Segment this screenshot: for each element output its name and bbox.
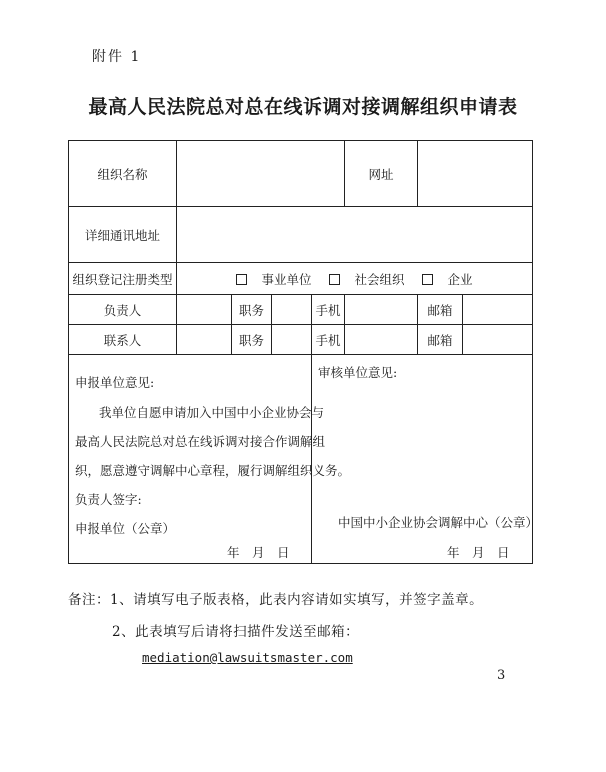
contact-name-field[interactable] <box>177 325 232 355</box>
leader-email-field[interactable] <box>463 295 533 325</box>
reg-type-label: 组织登记注册类型 <box>69 263 177 295</box>
reg-type-options <box>177 263 533 295</box>
applicant-seal-label: 申报单位（公章） <box>75 521 176 536</box>
checkbox-icon[interactable] <box>422 274 433 285</box>
leader-email-label: 邮箱 <box>418 295 463 325</box>
address-field[interactable] <box>177 207 533 263</box>
option-public-institution[interactable]: 事业单位 <box>236 272 311 287</box>
annex-label: 附件 1 <box>92 49 142 65</box>
leader-position-label: 职务 <box>232 295 272 325</box>
leader-phone-field[interactable] <box>345 295 418 325</box>
applicant-statement-line-3: 织，愿意遵守调解中心章程，履行调解组织义务。 <box>75 463 351 478</box>
page-number: 3 <box>497 668 506 683</box>
leader-signature-label: 负责人签字: <box>75 492 142 507</box>
application-form-table <box>68 140 539 564</box>
address-label: 详细通讯地址 <box>69 207 177 263</box>
applicant-statement-line-1: 我单位自愿申请加入中国中小企业协会与 <box>99 405 325 420</box>
submission-email-link[interactable]: mediation@lawsuitsmaster.com <box>142 650 353 665</box>
contact-position-label: 职务 <box>232 325 272 355</box>
review-date: 年 月 日 <box>447 545 510 560</box>
contact-position-field[interactable] <box>272 325 312 355</box>
applicant-statement-line-2: 最高人民法院总对总在线诉调对接合作调解组 <box>75 434 326 449</box>
form-title: 最高人民法院总对总在线诉调对接调解组织申请表 <box>88 96 518 118</box>
checkbox-icon[interactable] <box>236 274 247 285</box>
review-opinion-cell[interactable] <box>312 355 539 564</box>
leader-label: 负责人 <box>69 295 177 325</box>
website-field[interactable] <box>418 141 533 207</box>
contact-email-field[interactable] <box>463 325 533 355</box>
note-2: 2、此表填写后请将扫描件发送至邮箱： <box>112 624 360 640</box>
contact-label: 联系人 <box>69 325 177 355</box>
leader-name-field[interactable] <box>177 295 232 325</box>
review-opinion-heading: 审核单位意见: <box>318 365 398 380</box>
org-name-label: 组织名称 <box>69 141 177 207</box>
option-social-org[interactable]: 社会组织 <box>329 272 404 287</box>
applicant-opinion-heading: 申报单位意见: <box>75 375 155 390</box>
applicant-date: 年 月 日 <box>227 545 290 560</box>
leader-position-field[interactable] <box>272 295 312 325</box>
applicant-opinion-cell[interactable] <box>69 355 351 564</box>
checkbox-icon[interactable] <box>329 274 340 285</box>
contact-phone-field[interactable] <box>345 325 418 355</box>
website-label: 网址 <box>345 141 418 207</box>
review-seal-label: 中国中小企业协会调解中心（公章） <box>338 515 539 530</box>
contact-phone-label: 手机 <box>312 325 345 355</box>
org-name-field[interactable] <box>177 141 345 207</box>
leader-phone-label: 手机 <box>312 295 345 325</box>
contact-email-label: 邮箱 <box>418 325 463 355</box>
note-1: 备注：1、请填写电子版表格，此表内容请如实填写，并签字盖章。 <box>68 592 484 608</box>
option-enterprise[interactable]: 企业 <box>422 272 472 287</box>
